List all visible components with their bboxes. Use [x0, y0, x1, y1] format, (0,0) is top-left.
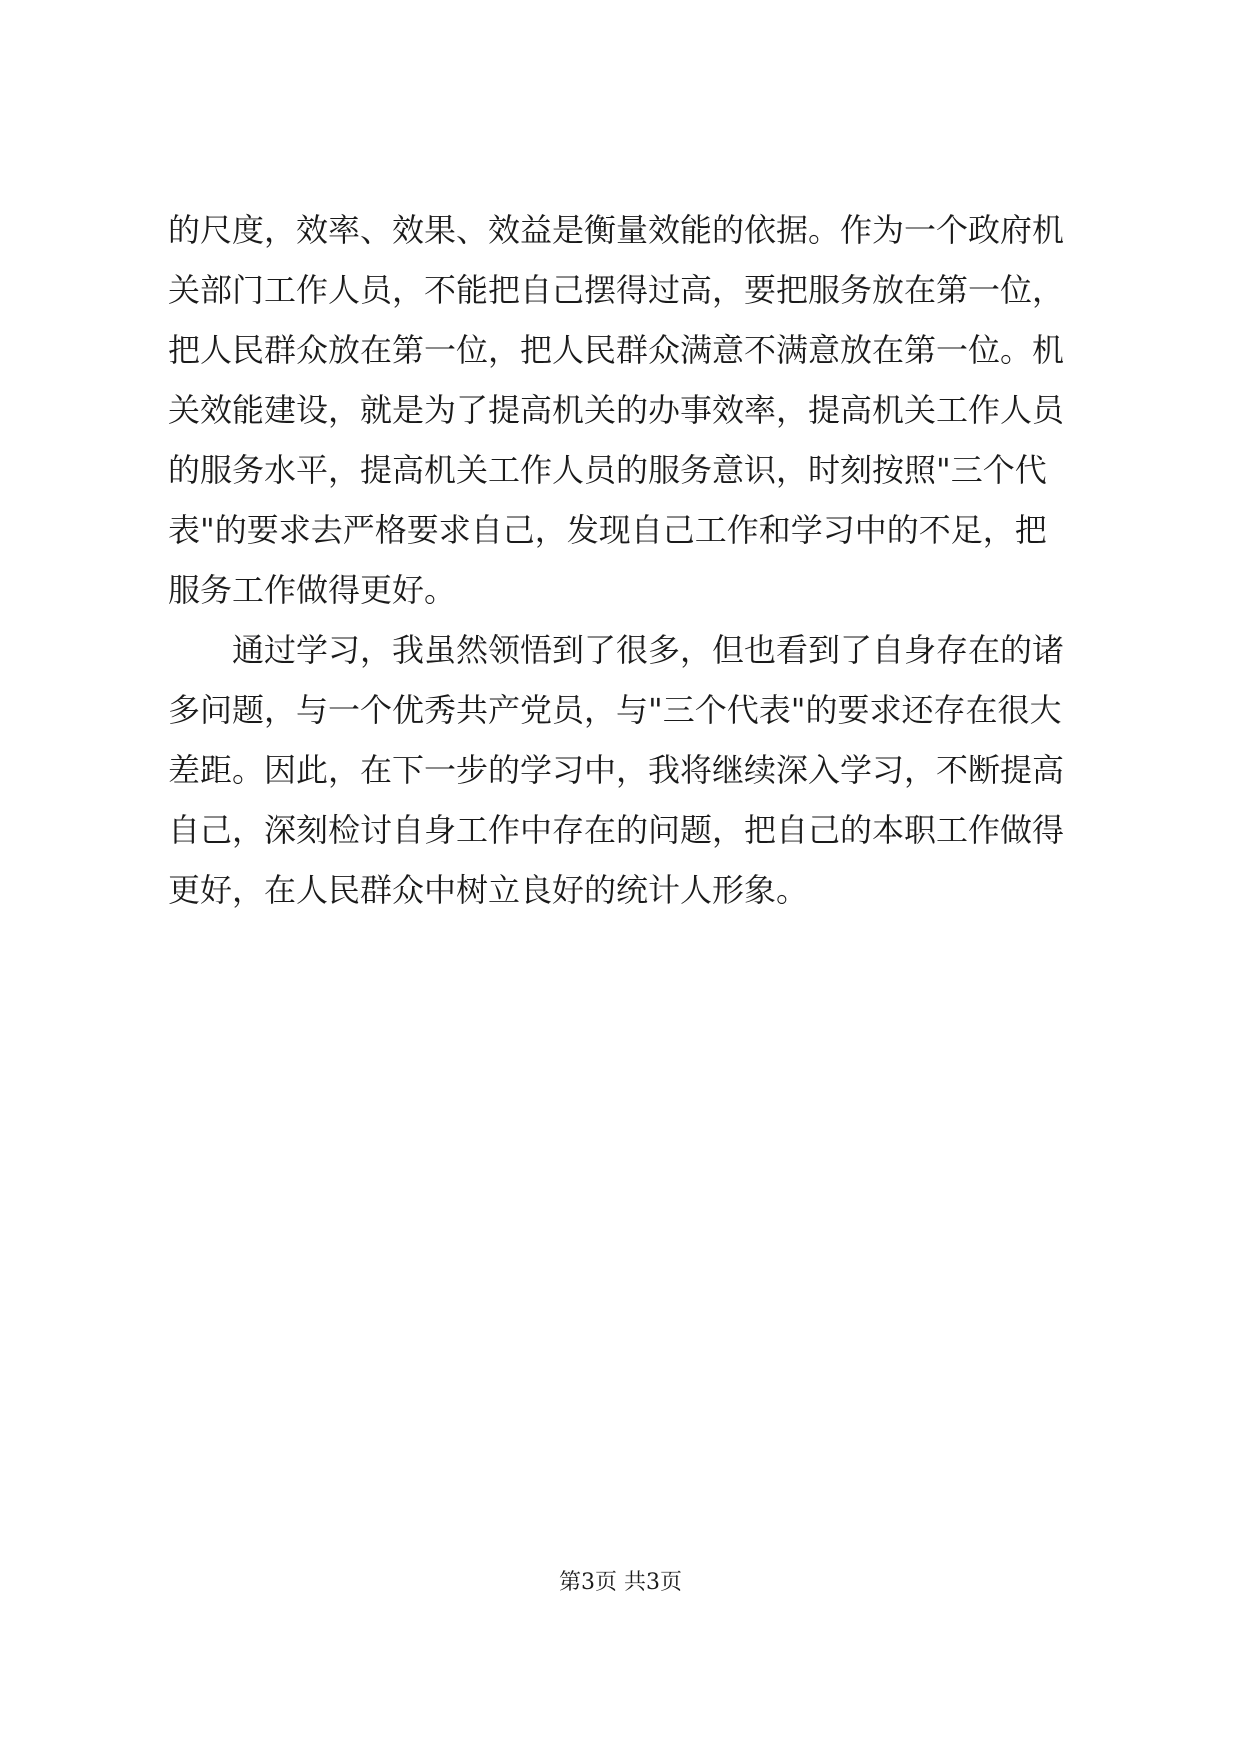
page-number-footer: 第3页 共3页 — [559, 1570, 682, 1595]
paragraph-1-line-4: 关效能建设，就是为了提高机关的办事效率，提高机关工作人员 — [168, 391, 1065, 429]
paragraph-1-line-1: 的尺度，效率、效果、效益是衡量效能的依据。作为一个政府机 — [168, 211, 1065, 249]
paragraph-1-line-5: 的服务水平，提高机关工作人员的服务意识，时刻按照"三个代 — [168, 451, 1047, 489]
paragraph-2-line-5: 更好，在人民群众中树立良好的统计人形象。 — [168, 871, 809, 909]
paragraph-1-line-2: 关部门工作人员，不能把自己摆得过高，要把服务放在第一位， — [168, 271, 1065, 309]
paragraph-2-line-2: 多问题，与一个优秀共产党员，与"三个代表"的要求还存在很大 — [168, 691, 1062, 729]
paragraph-1-line-6: 表"的要求去严格要求自己，发现自己工作和学习中的不足，把 — [168, 511, 1047, 549]
paragraph-1-line-3: 把人民群众放在第一位，把人民群众满意不满意放在第一位。机 — [168, 331, 1065, 369]
paragraph-2-line-1: 通过学习，我虽然领悟到了很多，但也看到了自身存在的诸 — [168, 631, 1065, 669]
paragraph-1-line-7: 服务工作做得更好。 — [168, 571, 457, 609]
paragraph-2-line-3: 差距。因此，在下一步的学习中，我将继续深入学习，不断提高 — [168, 751, 1065, 789]
paragraph-2-line-4: 自己，深刻检讨自身工作中存在的问题，把自己的本职工作做得 — [168, 811, 1065, 849]
